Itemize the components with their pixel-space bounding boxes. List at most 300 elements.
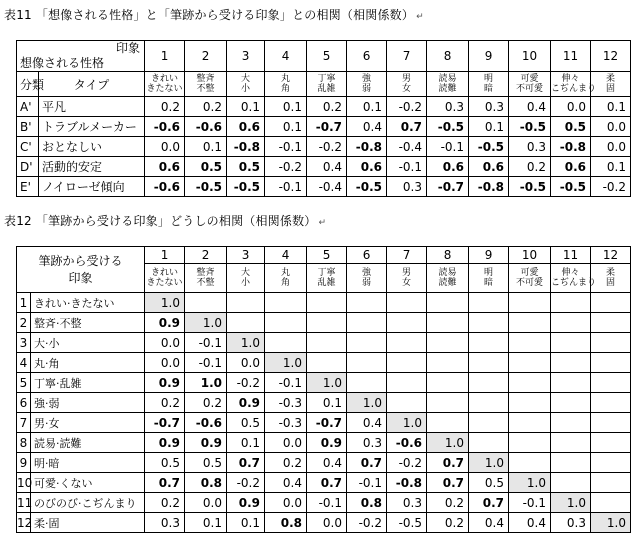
column-number: 6	[347, 247, 387, 264]
correlation-value: 0.1	[227, 97, 265, 117]
column-label	[387, 72, 427, 97]
column-label-top: 可愛	[520, 268, 539, 278]
correlation-value: -0.6	[387, 433, 427, 453]
row-number: 10	[17, 473, 31, 493]
empty-cell	[307, 333, 347, 353]
correlation-value: -0.5	[427, 117, 469, 137]
row-class: A'	[17, 97, 39, 117]
column-label-bottom: 読難	[438, 84, 457, 94]
column-label-top: 丁寧	[317, 268, 336, 278]
column-label-bottom: 角	[281, 84, 291, 94]
empty-cell	[591, 413, 631, 433]
row-label: 読易·読難	[31, 433, 145, 453]
diagonal-value: 1.0	[509, 473, 551, 493]
column-label-top: 柔	[606, 74, 616, 84]
correlation-value: 0.0	[591, 117, 631, 137]
column-label	[227, 264, 265, 293]
column-label	[427, 72, 469, 97]
empty-cell	[509, 393, 551, 413]
table-row	[17, 453, 631, 473]
correlation-value: 0.5	[145, 453, 185, 473]
correlation-value: -0.2	[347, 513, 387, 533]
column-label-bottom: 暗	[484, 84, 494, 94]
column-label-bottom: きたない	[146, 278, 183, 288]
correlation-value: -0.1	[427, 137, 469, 157]
empty-cell	[469, 373, 509, 393]
table11	[16, 40, 631, 197]
correlation-value: 0.8	[265, 513, 307, 533]
column-number: 5	[307, 247, 347, 264]
diagonal-value: 1.0	[469, 453, 509, 473]
correlation-value: 0.6	[145, 157, 185, 177]
correlation-value: 0.7	[469, 493, 509, 513]
correlation-value: 0.3	[509, 137, 551, 157]
empty-cell	[185, 293, 227, 313]
empty-cell	[509, 453, 551, 473]
correlation-value: 0.9	[227, 393, 265, 413]
empty-cell	[509, 373, 551, 393]
correlation-value: 0.1	[185, 513, 227, 533]
column-label-top: 明	[484, 268, 494, 278]
column-label-bottom: 不可愛	[516, 84, 544, 94]
correlation-value: 0.1	[591, 97, 631, 117]
correlation-value: 0.7	[145, 473, 185, 493]
empty-cell	[551, 373, 591, 393]
correlation-value: 0.1	[307, 393, 347, 413]
correlation-value: 0.0	[145, 333, 185, 353]
row-type: おとなしい	[39, 137, 145, 157]
table-row	[17, 513, 631, 533]
correlation-value: -0.6	[145, 117, 185, 137]
empty-cell	[387, 353, 427, 373]
empty-cell	[387, 313, 427, 333]
row-number: 11	[17, 493, 31, 513]
correlation-value: -0.1	[509, 493, 551, 513]
empty-cell	[307, 293, 347, 313]
correlation-value: -0.3	[265, 393, 307, 413]
correlation-value: 0.7	[387, 117, 427, 137]
correlation-value: 0.7	[427, 453, 469, 473]
row-number: 6	[17, 393, 31, 413]
correlation-value: 0.8	[347, 493, 387, 513]
empty-cell	[469, 393, 509, 413]
correlation-value: 0.2	[265, 453, 307, 473]
correlation-value: 0.7	[427, 473, 469, 493]
correlation-value: 0.1	[591, 157, 631, 177]
row-label: 大·小	[31, 333, 145, 353]
empty-cell	[551, 413, 591, 433]
row-type: 平凡	[39, 97, 145, 117]
column-label	[145, 72, 185, 97]
column-number: 10	[509, 41, 551, 72]
diagonal-value: 1.0	[551, 493, 591, 513]
row-number: 9	[17, 453, 31, 473]
column-label-top: 男	[402, 74, 412, 84]
correlation-value: -0.2	[387, 453, 427, 473]
correlation-value: 0.4	[347, 117, 387, 137]
correlation-value: 0.0	[265, 433, 307, 453]
empty-cell	[509, 313, 551, 333]
table-row	[17, 157, 631, 177]
diagonal-value: 1.0	[265, 353, 307, 373]
column-label-bottom: 不可愛	[516, 278, 544, 288]
correlation-value: 0.3	[551, 513, 591, 533]
correlation-value: -0.2	[307, 137, 347, 157]
column-label-bottom: 弱	[362, 278, 372, 288]
correlation-value: 0.7	[227, 453, 265, 473]
table12-header-row	[17, 247, 631, 264]
empty-cell	[509, 413, 551, 433]
table12-caption: 表12 「筆跡から受ける印象」どうしの相関（相関係数） ↵	[4, 214, 327, 228]
column-label-bottom: 弱	[362, 84, 372, 94]
table11-header-row	[17, 41, 631, 72]
correlation-value: 0.4	[307, 157, 347, 177]
empty-cell	[227, 313, 265, 333]
correlation-value: 0.4	[307, 453, 347, 473]
column-label-top: 強	[362, 74, 372, 84]
empty-cell	[509, 353, 551, 373]
correlation-value: -0.8	[551, 137, 591, 157]
correlation-value: -0.1	[387, 157, 427, 177]
row-number: 2	[17, 313, 31, 333]
diagonal-value: 1.0	[427, 433, 469, 453]
column-label-bottom: 小	[241, 84, 251, 94]
correlation-value: -0.5	[387, 513, 427, 533]
empty-cell	[591, 313, 631, 333]
column-label	[591, 72, 631, 97]
column-number: 3	[227, 247, 265, 264]
correlation-value: -0.5	[509, 177, 551, 197]
column-label-bottom: 女	[402, 84, 412, 94]
empty-cell	[469, 433, 509, 453]
column-label-bottom: 小	[241, 278, 251, 288]
correlation-value: 0.9	[145, 313, 185, 333]
column-label-bottom: 固	[606, 84, 616, 94]
empty-cell	[551, 313, 591, 333]
table-row	[17, 373, 631, 393]
column-label-bottom: 読難	[438, 278, 457, 288]
column-label	[509, 72, 551, 97]
column-label-top: 丁寧	[317, 74, 336, 84]
table-row	[17, 353, 631, 373]
empty-cell	[347, 333, 387, 353]
column-number: 9	[469, 41, 509, 72]
row-class: C'	[17, 137, 39, 157]
table-row	[17, 137, 631, 157]
column-label-top: きれい	[151, 268, 179, 278]
column-number: 7	[387, 41, 427, 72]
column-number: 8	[427, 41, 469, 72]
table-row	[17, 473, 631, 493]
correlation-value: 0.8	[185, 473, 227, 493]
table12	[16, 246, 631, 533]
table12-corner	[17, 247, 145, 293]
column-label	[145, 264, 185, 293]
column-label-top: 柔	[606, 268, 616, 278]
correlation-value: 0.1	[227, 513, 265, 533]
correlation-value: 0.1	[265, 117, 307, 137]
empty-cell	[427, 353, 469, 373]
empty-cell	[427, 333, 469, 353]
correlation-value: 0.1	[469, 117, 509, 137]
column-number: 1	[145, 41, 185, 72]
column-label-bottom: 暗	[484, 278, 494, 288]
correlation-value: 0.6	[227, 117, 265, 137]
column-label-top: 強	[362, 268, 372, 278]
column-label-top: 読易	[438, 74, 457, 84]
column-label-top: 丸	[281, 268, 291, 278]
correlation-value: 0.2	[307, 97, 347, 117]
empty-cell	[427, 393, 469, 413]
correlation-value: 0.6	[551, 157, 591, 177]
correlation-value: 0.2	[427, 513, 469, 533]
empty-cell	[427, 413, 469, 433]
correlation-value: 0.9	[307, 433, 347, 453]
column-number: 12	[591, 41, 631, 72]
empty-cell	[347, 293, 387, 313]
empty-cell	[387, 333, 427, 353]
correlation-value: 0.7	[307, 473, 347, 493]
correlation-value: -0.3	[265, 413, 307, 433]
row-label: 整斉·不整	[31, 313, 145, 333]
correlation-value: -0.4	[307, 177, 347, 197]
correlation-value: -0.5	[469, 137, 509, 157]
empty-cell	[265, 333, 307, 353]
empty-cell	[307, 353, 347, 373]
column-number: 8	[427, 247, 469, 264]
empty-cell	[591, 493, 631, 513]
corner-type-label: タイプ	[39, 72, 145, 97]
empty-cell	[551, 433, 591, 453]
empty-cell	[551, 393, 591, 413]
row-number: 4	[17, 353, 31, 373]
column-label-bottom: 乱雑	[317, 278, 336, 288]
row-type: 活動的安定	[39, 157, 145, 177]
table11-corner	[17, 41, 145, 72]
correlation-value: -0.1	[307, 493, 347, 513]
column-label	[185, 264, 227, 293]
row-type: ノイローゼ傾向	[39, 177, 145, 197]
row-label: きれい·きたない	[31, 293, 145, 313]
empty-cell	[551, 333, 591, 353]
column-label-top: 大	[241, 268, 251, 278]
row-label: 強·弱	[31, 393, 145, 413]
correlation-value: 0.1	[185, 137, 227, 157]
row-number: 7	[17, 413, 31, 433]
column-label	[307, 72, 347, 97]
empty-cell	[591, 433, 631, 453]
column-number: 1	[145, 247, 185, 264]
table-row	[17, 177, 631, 197]
correlation-value: -0.2	[265, 157, 307, 177]
correlation-value: -0.5	[509, 117, 551, 137]
corner-line1: 筆跡から受ける	[38, 253, 123, 268]
empty-cell	[227, 293, 265, 313]
correlation-value: 0.0	[145, 353, 185, 373]
column-label	[469, 72, 509, 97]
correlation-value: 0.6	[347, 157, 387, 177]
column-label	[469, 264, 509, 293]
column-number: 5	[307, 41, 347, 72]
column-label	[185, 72, 227, 97]
empty-cell	[551, 353, 591, 373]
row-label: 可愛·くない	[31, 473, 145, 493]
diagonal-value: 1.0	[307, 373, 347, 393]
column-label-top: 伸々	[561, 74, 580, 84]
table-row	[17, 493, 631, 513]
row-number: 3	[17, 333, 31, 353]
correlation-value: -0.7	[307, 117, 347, 137]
column-label-bottom: こぢんまり	[551, 278, 597, 288]
correlation-value: 0.9	[145, 433, 185, 453]
correlation-value: 0.3	[387, 493, 427, 513]
column-label-top: 整斉	[196, 268, 215, 278]
correlation-value: -0.2	[227, 473, 265, 493]
column-number: 3	[227, 41, 265, 72]
diagonal-value: 1.0	[387, 413, 427, 433]
correlation-value: 0.6	[427, 157, 469, 177]
column-label	[347, 264, 387, 293]
correlation-value: 0.2	[427, 493, 469, 513]
empty-cell	[551, 453, 591, 473]
correlation-value: 0.7	[347, 453, 387, 473]
empty-cell	[591, 473, 631, 493]
corner-class-label: 分類	[17, 72, 39, 97]
diagonal-value: 1.0	[227, 333, 265, 353]
correlation-value: 0.1	[265, 97, 307, 117]
column-label	[347, 72, 387, 97]
corner-impression-label: 印象	[116, 41, 141, 55]
correlation-value: 0.6	[469, 157, 509, 177]
empty-cell	[591, 333, 631, 353]
correlation-value: 0.2	[145, 97, 185, 117]
empty-cell	[469, 353, 509, 373]
row-class: D'	[17, 157, 39, 177]
empty-cell	[469, 333, 509, 353]
correlation-value: 0.3	[469, 97, 509, 117]
correlation-value: 0.0	[265, 493, 307, 513]
correlation-value: -0.5	[347, 177, 387, 197]
column-label-top: 伸々	[561, 268, 580, 278]
correlation-value: -0.5	[185, 177, 227, 197]
column-number: 12	[591, 247, 631, 264]
correlation-value: 0.4	[265, 473, 307, 493]
column-label-bottom: きたない	[146, 84, 183, 94]
column-label	[427, 264, 469, 293]
table11-subheader-row	[17, 72, 631, 97]
table-row	[17, 433, 631, 453]
column-label	[551, 72, 597, 97]
column-label-top: 男	[402, 268, 412, 278]
row-label: 丸·角	[31, 353, 145, 373]
correlation-value: 0.5	[551, 117, 591, 137]
diagonal-value: 1.0	[591, 513, 631, 533]
empty-cell	[347, 353, 387, 373]
table-row	[17, 117, 631, 137]
table11-caption: 表11 「想像される性格」と「筆跡から受ける印象」との相関（相関係数） ↵	[4, 8, 424, 22]
correlation-value: 0.2	[185, 393, 227, 413]
correlation-value: 0.0	[591, 137, 631, 157]
column-number: 2	[185, 247, 227, 264]
column-label	[387, 264, 427, 293]
row-class: B'	[17, 117, 39, 137]
column-number: 9	[469, 247, 509, 264]
empty-cell	[591, 293, 631, 313]
column-number: 10	[509, 247, 551, 264]
correlation-value: 0.3	[387, 177, 427, 197]
column-label-top: 丸	[281, 74, 291, 84]
correlation-value: 0.1	[347, 97, 387, 117]
correlation-value: -0.2	[387, 97, 427, 117]
correlation-value: 0.4	[347, 413, 387, 433]
empty-cell	[427, 293, 469, 313]
correlation-value: 0.2	[509, 157, 551, 177]
correlation-value: 0.9	[145, 373, 185, 393]
correlation-value: 0.1	[227, 433, 265, 453]
empty-cell	[591, 393, 631, 413]
empty-cell	[265, 313, 307, 333]
column-number: 11	[551, 41, 591, 72]
empty-cell	[307, 313, 347, 333]
table-row	[17, 393, 631, 413]
empty-cell	[347, 373, 387, 393]
column-label-bottom: 女	[402, 278, 412, 288]
correlation-value: 0.2	[145, 393, 185, 413]
correlation-value: 0.5	[227, 413, 265, 433]
empty-cell	[387, 293, 427, 313]
correlation-value: -0.1	[265, 137, 307, 157]
correlation-value: -0.6	[185, 117, 227, 137]
correlation-value: -0.7	[145, 413, 185, 433]
correlation-value: 0.2	[145, 493, 185, 513]
table-row	[17, 413, 631, 433]
correlation-value: -0.1	[185, 353, 227, 373]
empty-cell	[591, 353, 631, 373]
correlation-value: -0.7	[307, 413, 347, 433]
correlation-value: -0.8	[387, 473, 427, 493]
correlation-value: 0.5	[469, 473, 509, 493]
empty-cell	[509, 333, 551, 353]
empty-cell	[591, 373, 631, 393]
correlation-value: -0.8	[469, 177, 509, 197]
correlation-value: 0.0	[185, 493, 227, 513]
column-number: 7	[387, 247, 427, 264]
column-label	[591, 264, 631, 293]
column-label-top: 整斉	[196, 74, 215, 84]
empty-cell	[469, 293, 509, 313]
column-number: 11	[551, 247, 591, 264]
correlation-value: 0.3	[145, 513, 185, 533]
column-label	[307, 264, 347, 293]
correlation-value: -0.7	[427, 177, 469, 197]
correlation-value: 0.5	[227, 157, 265, 177]
correlation-value: 0.0	[551, 97, 591, 117]
column-label-top: 大	[241, 74, 251, 84]
row-label: 男·女	[31, 413, 145, 433]
column-label-bottom: こぢんまり	[551, 84, 597, 94]
correlation-value: 0.9	[185, 433, 227, 453]
correlation-value: -0.1	[265, 177, 307, 197]
correlation-value: 0.3	[347, 433, 387, 453]
correlation-value: 0.0	[145, 137, 185, 157]
correlation-value: -0.1	[185, 333, 227, 353]
row-class: E'	[17, 177, 39, 197]
column-number: 4	[265, 41, 307, 72]
row-type: トラブルメーカー	[39, 117, 145, 137]
column-label-bottom: 角	[281, 278, 291, 288]
corner-line2: 印象	[68, 270, 93, 285]
diagonal-value: 1.0	[185, 313, 227, 333]
